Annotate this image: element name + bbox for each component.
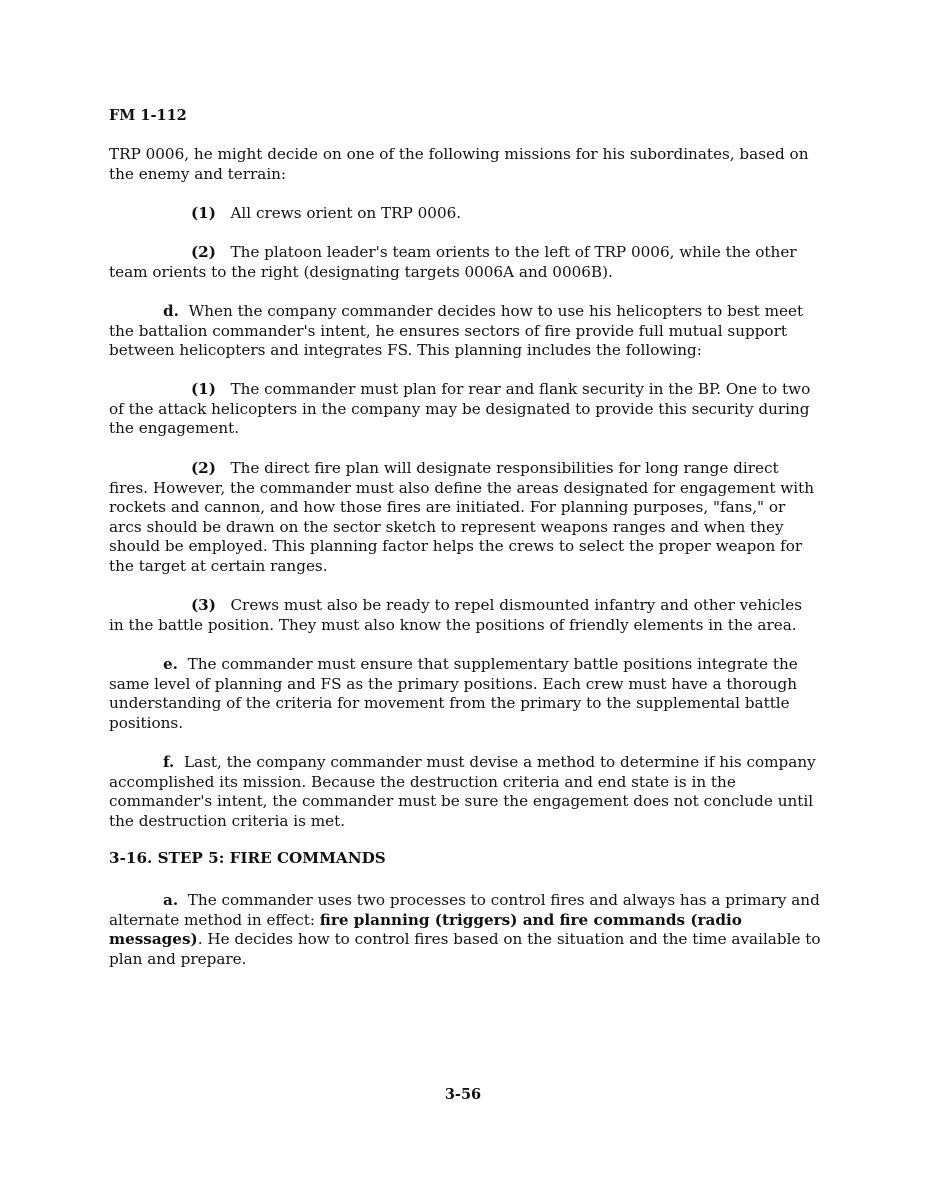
paragraph-text: When the company commander decides how to use his helicopters to best meet the battalion commander's intent, he ensures sectors of fire provide full mutual support between helicopters and integrates FS. This planning includes the following: [109, 302, 804, 359]
paragraph-label: d. [163, 302, 179, 320]
paragraph-label: (2) [191, 243, 216, 261]
paragraph-label: (1) [191, 380, 216, 398]
paragraph-text: The commander uses two processes to control fires and always has a primary and alternate method in effect: [109, 891, 820, 929]
paragraph-1-2 [109, 243, 821, 282]
paragraph-label: (1) [191, 204, 216, 222]
section-heading: 3-16. STEP 5: FIRE COMMANDS [109, 849, 386, 867]
paragraph-d-3 [109, 596, 821, 635]
paragraph-label: a. [163, 891, 179, 909]
paragraph-1-1 [109, 204, 821, 224]
paragraph-label: (3) [191, 596, 216, 614]
paragraph-text-end: . He decides how to control fires based on the situation and the time available to plan and prepare. [109, 930, 821, 968]
paragraph-d-2 [109, 459, 821, 576]
paragraph-label: (2) [191, 459, 216, 477]
paragraph-label: f. [163, 753, 175, 771]
paragraph-text: All crews orient on TRP 0006. [230, 204, 462, 222]
paragraph-text: Crews must also be ready to repel dismounted infantry and other vehicles in the battle position. They must also know the positions of friendly elements in the area. [109, 596, 803, 634]
paragraph-f [109, 753, 821, 831]
paragraph-text: The platoon leader's team orients to the left of TRP 0006, while the other team orients to the right (designating targets 0006A and 0006B). [109, 243, 797, 281]
paragraph-d-1 [109, 380, 821, 439]
paragraph-text: Last, the company commander must devise a method to determine if his company accomplished its mission. Because the destruction criteria and end state is in the commander's intent, the commander must be sure the engagement does not conclude until the destruction criteria is met. [109, 753, 816, 830]
paragraph-a [109, 891, 821, 969]
paragraph-d [109, 302, 821, 361]
paragraph-label: e. [163, 655, 178, 673]
manual-header: FM 1-112 [109, 107, 187, 124]
paragraph-e [109, 655, 821, 733]
paragraph-intro [109, 145, 821, 184]
paragraph-text: The direct fire plan will designate responsibilities for long range direct fires. However, the commander must also define the areas designated for engagement with rockets and cannon, and how those fires are initiated. For planning purposes, "fans," or arcs should be drawn on the sector sketch to represent weapons ranges and when they should be employed. This planning factor helps the crews to select the proper weapon for the target at certain ranges. [109, 459, 815, 575]
paragraph-bold-text: fire planning (triggers) and fire commands (radio messages) [109, 910, 742, 948]
paragraph-text: The commander must plan for rear and flank security in the BP. One to two of the attack helicopters in the company may be designated to provide this security during the engagement. [109, 380, 811, 437]
paragraph-text: The commander must ensure that supplementary battle positions integrate the same level of planning and FS as the primary positions. Each crew must have a thorough understanding of the criteria for movement from the primary to the supplemental battle positions. [109, 655, 798, 732]
paragraph-text: TRP 0006, he might decide on one of the following missions for his subordinates, based on the enemy and terrain: [109, 145, 809, 183]
page-number: 3-56 [444, 1086, 482, 1103]
